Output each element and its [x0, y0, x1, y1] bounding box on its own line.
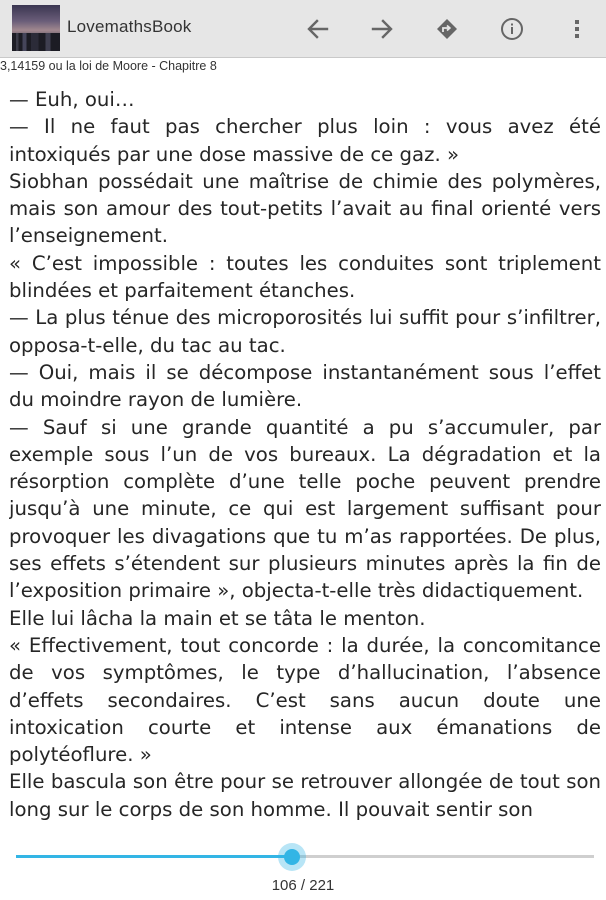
paragraph: — Euh, oui…	[9, 88, 135, 111]
page-slider[interactable]	[16, 840, 594, 874]
paragraph: Siobhan possédait une maîtrise de chimie des polymères, mais son amour des tout-petits l’avait au final orienté vers l’enseignement.	[9, 169, 601, 248]
slider-thumb[interactable]	[284, 849, 300, 865]
arrow-left-icon	[305, 16, 331, 42]
paragraph: — La plus ténue des microporosités lui suffit pour s’infiltrer, opposa-t-elle, du tac au tac.	[9, 306, 601, 357]
paragraph: « Effectivement, tout concorde : la durée, la concomitance de vos symptômes, le type d’hallucination, l’absence d’effets secondaires. C’est sans aucun doute une intoxication courte et intense aux émanations de polytéoflure. »	[9, 633, 601, 767]
app-title: LovemathsBook	[67, 17, 192, 36]
page-indicator: 106 / 221	[271, 877, 335, 894]
chapter-title: 3,14159 ou la loi de Moore - Chapitre 8	[0, 59, 217, 73]
directions-icon	[435, 17, 459, 41]
slider-progress	[16, 855, 292, 858]
go-to-page-button[interactable]	[427, 9, 467, 49]
arrow-right-icon	[369, 16, 395, 42]
paragraph: « C’est impossible : toutes les conduites sont triplement blindées et parfaitement étanches.	[9, 251, 601, 303]
paragraph: — Sauf si une grande quantité a pu s’accumuler, par exemple sous l’un de vos bureaux. La dégradation et la résorption complète d’une telle poche peuvent prendre jusqu’à une minute, ce qui est largement suffisant pour provoquer les divagations que tu m’as rapportées. De plus, ses effets s’étendent sur plusieurs minutes après la fin de l’exposition primaire », objecta-t-elle très didactiquement.	[9, 415, 601, 603]
paragraph: Elle bascula son être pour se retrouver allongée de tout son long sur le corps de son homme. Il pouvait sentir son	[9, 770, 601, 821]
back-button[interactable]	[298, 9, 338, 49]
action-bar	[0, 0, 606, 58]
overflow-menu-button[interactable]	[557, 9, 597, 49]
paragraph: — Il ne faut pas chercher plus loin : vous avez été intoxiqués par une dose massive de ce gaz. »	[9, 115, 601, 166]
app-icon[interactable]	[12, 5, 60, 51]
more-vert-icon	[572, 17, 582, 41]
paragraph: Elle lui lâcha la main et se tâta le menton.	[9, 606, 426, 630]
city-skyline-decoration	[12, 33, 60, 51]
info-button[interactable]	[492, 9, 532, 49]
book-text	[9, 86, 601, 826]
forward-button[interactable]	[362, 9, 402, 49]
paragraph: — Oui, mais il se décompose instantanément sous l’effet du moindre rayon de lumière.	[9, 360, 601, 412]
info-icon	[500, 17, 524, 41]
